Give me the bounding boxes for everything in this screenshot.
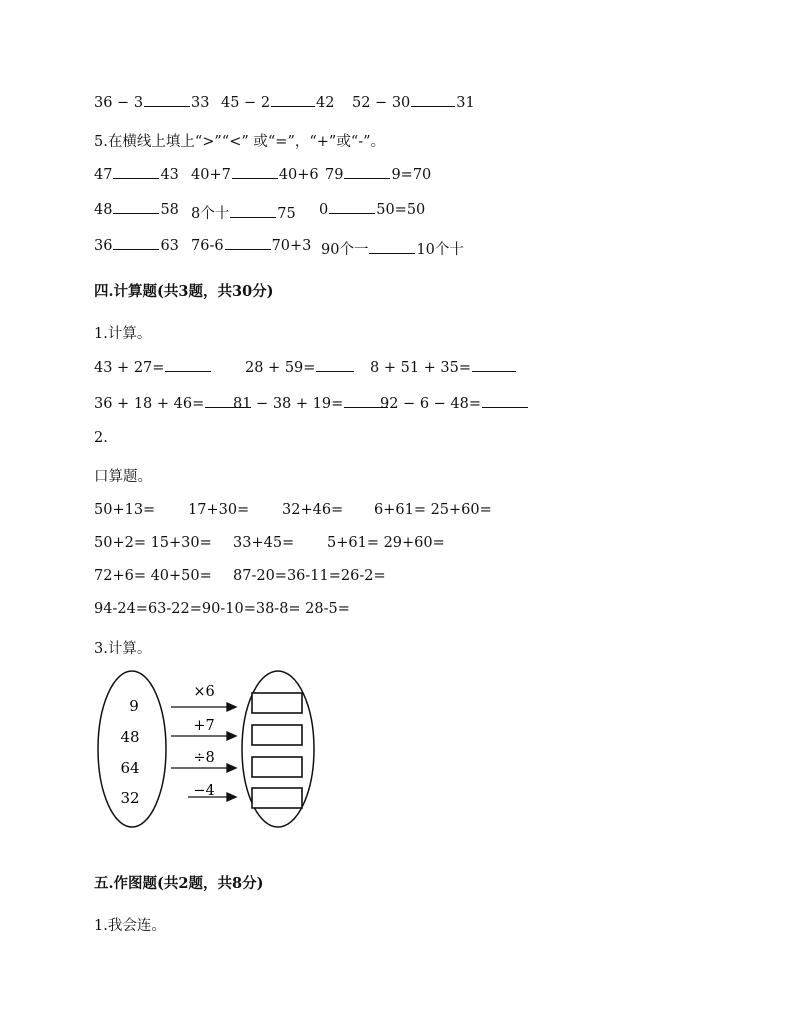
expr-right: 31 — [456, 95, 475, 111]
answer-blank[interactable] — [329, 212, 375, 214]
section5-title: 五.作图题(共2题，共8分) — [94, 875, 264, 892]
answer-blank[interactable] — [271, 105, 315, 107]
q1-r1-c3 — [370, 360, 517, 376]
top-expr-1 — [94, 95, 210, 111]
answer-blank[interactable] — [411, 105, 455, 107]
answer-box[interactable] — [252, 725, 302, 745]
expr-right: 70+3 — [271, 238, 312, 254]
q2-r1-c2: 17+30= — [188, 502, 250, 518]
q2-r2-c2: 33+45= — [233, 535, 295, 551]
q2-number: 2. — [94, 430, 108, 446]
answer-blank[interactable] — [113, 212, 159, 214]
expr-left: 8个十 — [191, 206, 230, 222]
q1-label: 1.计算。 — [94, 326, 152, 342]
expr-right: 33 — [191, 95, 210, 111]
expr-left: 52 − 30 — [352, 95, 411, 111]
operation-label: ÷8 — [193, 750, 215, 766]
expr-left: 40+7 — [191, 167, 231, 183]
q5-r1-c1 — [94, 167, 179, 183]
expr-left: 36 — [94, 238, 113, 254]
expr-right: 43 — [160, 167, 179, 183]
expr: 43 + 27= — [94, 360, 165, 376]
expr-right: 58 — [160, 202, 179, 218]
q5-r2-c2 — [191, 202, 296, 223]
expr-left: 79 — [325, 167, 344, 183]
operation-label: ×6 — [193, 684, 215, 700]
arrow-head — [227, 703, 236, 711]
q1-r2-c3 — [380, 396, 529, 412]
q2-r4-c1: 94-24=63-22=90-10=38-8= 28-5= — [94, 601, 350, 617]
q1-r1-c2 — [245, 360, 355, 376]
arrow-head — [227, 732, 236, 740]
answer-blank[interactable] — [113, 248, 159, 250]
q1-r1-c1 — [94, 360, 212, 376]
answer-blank[interactable] — [113, 177, 159, 179]
section4-title: 四.计算题(共3题，共30分) — [94, 283, 274, 300]
expr: 36 + 18 + 46= — [94, 396, 205, 412]
answer-blank[interactable] — [230, 216, 276, 218]
q3-label: 3.计算。 — [94, 641, 152, 657]
q5-r2-c3 — [319, 202, 425, 218]
expr-left: 36 − 3 — [94, 95, 144, 111]
q5-r3-c1 — [94, 238, 179, 254]
q1-r2-c1 — [94, 396, 252, 412]
answer-blank[interactable] — [316, 370, 354, 372]
section5-q1-label: 1.我会连。 — [94, 918, 166, 934]
number-item: 32 — [120, 789, 140, 807]
arrow-head — [227, 764, 236, 772]
q2-r1-c1: 50+13= — [94, 502, 156, 518]
expr-right: 42 — [316, 95, 335, 111]
number-item: 9 — [129, 697, 139, 715]
expr-left: 45 − 2 — [221, 95, 271, 111]
answer-blank[interactable] — [165, 370, 211, 372]
expr-right: 63 — [160, 238, 179, 254]
expr: 8 + 51 + 35= — [370, 360, 472, 376]
expr-right: 75 — [277, 206, 296, 222]
operation-label: −4 — [193, 783, 215, 799]
q5-r1-c2 — [191, 167, 319, 183]
q2-r3-c2: 87-20=36-11=26-2= — [233, 568, 386, 584]
expr-right: 9=70 — [391, 167, 432, 183]
answer-blank[interactable] — [232, 177, 278, 179]
q2-r2-c3: 5+61= 29+60= — [327, 535, 445, 551]
answer-blank[interactable] — [472, 370, 516, 372]
q2-r1-c4: 6+61= 25+60= — [374, 502, 492, 518]
q2-r1-c3: 32+46= — [282, 502, 344, 518]
expr-right: 40+6 — [278, 167, 319, 183]
q2-r3-c1: 72+6= 40+50= — [94, 568, 212, 584]
answer-box[interactable] — [252, 788, 302, 808]
expr: 81 − 38 + 19= — [233, 396, 344, 412]
expr-left: 90个一 — [321, 242, 369, 258]
answer-blank[interactable] — [225, 248, 271, 250]
q5-r3-c3 — [321, 238, 464, 259]
answer-box[interactable] — [252, 693, 302, 713]
answer-blank[interactable] — [344, 177, 390, 179]
expr-left: 47 — [94, 167, 113, 183]
q1-r2-c2 — [233, 396, 389, 412]
arrow-head — [227, 793, 236, 801]
number-item: 64 — [120, 759, 140, 777]
q2-r2-c1: 50+2= 15+30= — [94, 535, 212, 551]
q5-instruction: 5.在横线上填上“>”“<” 或“=”，“+”或“-”。 — [94, 134, 386, 150]
q5-r3-c2 — [191, 238, 311, 254]
expr-right: 10个十 — [416, 242, 464, 258]
operation-label: +7 — [193, 718, 215, 734]
expr-left: 0 — [319, 202, 329, 218]
q5-r1-c3 — [325, 167, 431, 183]
answer-blank[interactable] — [369, 252, 415, 254]
top-expr-2 — [221, 95, 335, 111]
number-item: 48 — [120, 728, 140, 746]
expr-left: 76-6 — [191, 238, 224, 254]
answer-blank[interactable] — [482, 406, 528, 408]
q3-diagram — [90, 668, 330, 838]
expr-right: 50=50 — [376, 202, 426, 218]
q5-r2-c1 — [94, 202, 179, 218]
q2-label: 口算题。 — [94, 469, 152, 485]
answer-blank[interactable] — [144, 105, 190, 107]
top-expr-3 — [352, 95, 475, 111]
expr: 28 + 59= — [245, 360, 316, 376]
answer-box[interactable] — [252, 757, 302, 777]
expr-left: 48 — [94, 202, 113, 218]
expr: 92 − 6 − 48= — [380, 396, 482, 412]
